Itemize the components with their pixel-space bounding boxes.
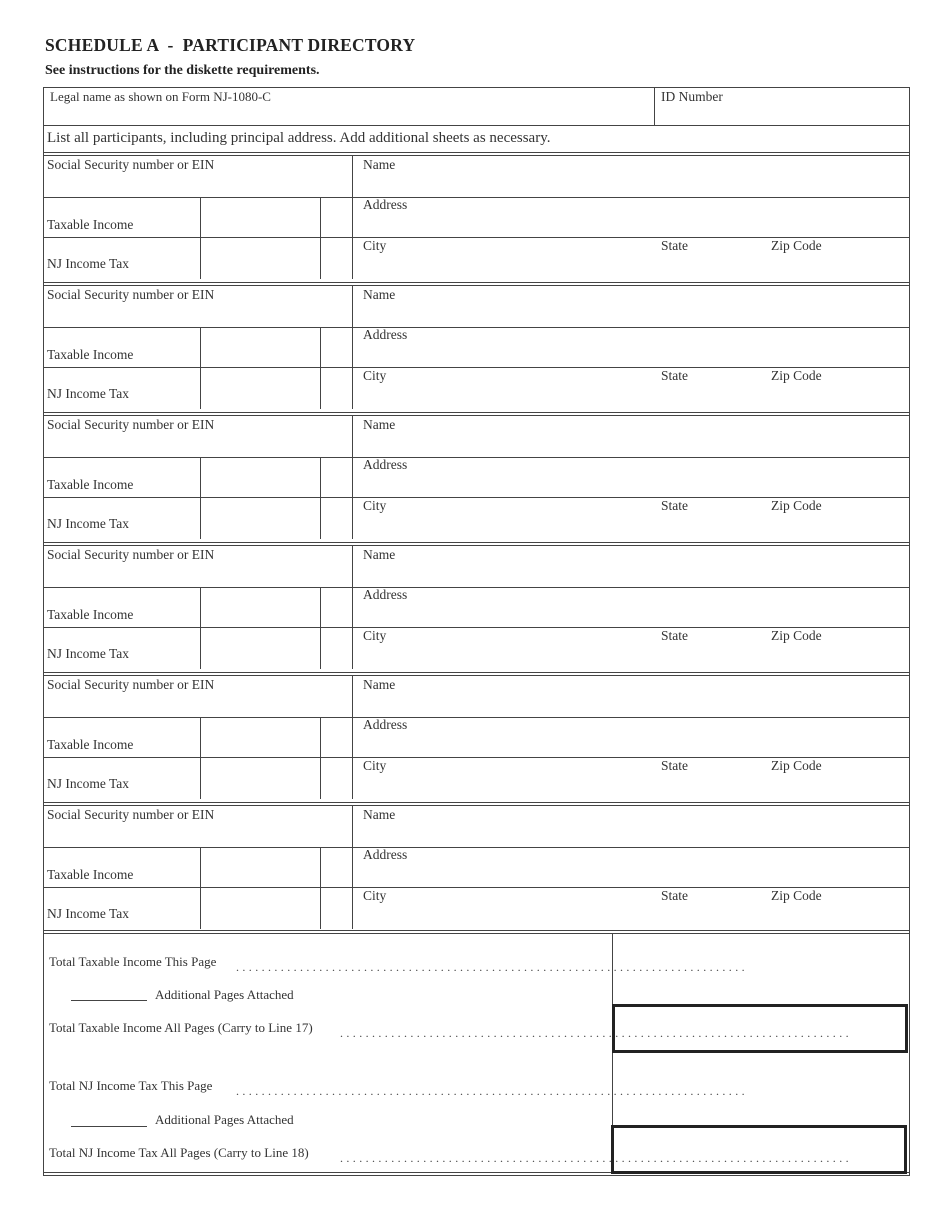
- rule-line: [43, 197, 352, 198]
- rule-line: [43, 847, 352, 848]
- zip-code-field[interactable]: [771, 257, 903, 275]
- address-field[interactable]: [363, 346, 903, 364]
- nj-income-tax-field[interactable]: [202, 500, 318, 536]
- address-label: Address: [363, 457, 408, 472]
- participant-column-divider: [352, 285, 353, 409]
- zip-code-label: Zip Code: [771, 628, 822, 643]
- participant-block-top: [43, 805, 909, 806]
- total-tax-this-page-label: Total NJ Income Tax This Page: [49, 1078, 213, 1093]
- participant-column-divider: [352, 805, 353, 929]
- income-cents-divider: [320, 197, 321, 279]
- city-field[interactable]: [363, 387, 653, 405]
- participant-block-top: [43, 545, 909, 546]
- taxable-income-label: Taxable Income: [47, 347, 134, 362]
- zip-code-field[interactable]: [771, 387, 903, 405]
- tax-additional-pages-label: Additional Pages Attached: [155, 1112, 294, 1127]
- name-label: Name: [363, 287, 396, 302]
- taxable-income-field[interactable]: [202, 720, 318, 754]
- address-field[interactable]: [363, 476, 903, 494]
- ssn-label: Social Security number or EIN: [47, 677, 215, 692]
- taxable-income-cents-field[interactable]: [322, 850, 350, 884]
- income-amount-divider: [200, 327, 201, 409]
- address-label: Address: [363, 717, 408, 732]
- participant-column-divider: [352, 545, 353, 669]
- income-amount-divider: [200, 457, 201, 539]
- taxable-income-cents-field[interactable]: [322, 200, 350, 234]
- state-label: State: [661, 368, 688, 383]
- city-label: City: [363, 758, 387, 773]
- totals-top-border: [43, 930, 909, 931]
- nj-income-tax-label: NJ Income Tax: [47, 386, 130, 401]
- participant-block-top: [43, 802, 909, 803]
- city-field[interactable]: [363, 777, 653, 795]
- nj-income-tax-label: NJ Income Tax: [47, 256, 130, 271]
- name-field[interactable]: [363, 176, 903, 194]
- rule-line: [43, 457, 352, 458]
- taxable-income-field[interactable]: [202, 590, 318, 624]
- ssn-field[interactable]: [47, 436, 347, 454]
- nj-income-tax-label: NJ Income Tax: [47, 776, 130, 791]
- participant-block-top: [43, 415, 909, 416]
- taxable-income-field[interactable]: [202, 460, 318, 494]
- name-field[interactable]: [363, 436, 903, 454]
- city-field[interactable]: [363, 907, 653, 925]
- name-label: Name: [363, 157, 396, 172]
- form-top-border: [43, 87, 909, 88]
- ssn-field[interactable]: [47, 696, 347, 714]
- income-amount-divider: [200, 587, 201, 669]
- income-amount-divider: [200, 717, 201, 799]
- state-field[interactable]: [661, 517, 761, 535]
- city-field[interactable]: [363, 517, 653, 535]
- rule-line: [43, 717, 352, 718]
- nj-income-tax-field[interactable]: [202, 240, 318, 276]
- city-label: City: [363, 888, 387, 903]
- income-cents-divider: [320, 587, 321, 669]
- state-field[interactable]: [661, 257, 761, 275]
- zip-code-label: Zip Code: [771, 498, 822, 513]
- tax-this-page-amount[interactable]: [615, 1056, 906, 1123]
- leader-dots: ................................................................................: [340, 1151, 852, 1165]
- taxable-income-cents-field[interactable]: [322, 720, 350, 754]
- city-label: City: [363, 238, 387, 253]
- income-cents-divider: [320, 327, 321, 409]
- nj-income-tax-field[interactable]: [202, 760, 318, 796]
- state-label: State: [661, 498, 688, 513]
- name-field[interactable]: [363, 306, 903, 324]
- total-taxable-all-pages-label: Total Taxable Income All Pages (Carry to Line 17): [49, 1020, 313, 1035]
- page-title: SCHEDULE A - PARTICIPANT DIRECTORY: [45, 35, 416, 55]
- state-label: State: [661, 888, 688, 903]
- address-label: Address: [363, 587, 408, 602]
- ssn-label: Social Security number or EIN: [47, 547, 215, 562]
- zip-code-field[interactable]: [771, 907, 903, 925]
- legal-name-label: Legal name as shown on Form NJ-1080-C: [50, 89, 271, 104]
- total-tax-all-pages-label: Total NJ Income Tax All Pages (Carry to Line 18): [49, 1145, 309, 1160]
- zip-code-field[interactable]: [771, 647, 903, 665]
- nj-income-tax-field[interactable]: [202, 630, 318, 666]
- total-taxable-this-page-label: Total Taxable Income This Page: [49, 954, 217, 969]
- taxable-income-label: Taxable Income: [47, 607, 134, 622]
- additional-pages-blank[interactable]: [71, 1000, 147, 1001]
- nj-income-tax-cents-field[interactable]: [322, 760, 350, 796]
- participant-block-top: [43, 152, 909, 153]
- id-number-field[interactable]: [656, 106, 906, 124]
- participant-block-top: [43, 542, 909, 543]
- address-field[interactable]: [363, 866, 903, 884]
- income-amount-divider: [200, 847, 201, 929]
- participant-block-top: [43, 285, 909, 286]
- zip-code-field[interactable]: [771, 777, 903, 795]
- name-field[interactable]: [363, 566, 903, 584]
- ssn-field[interactable]: [47, 826, 347, 844]
- taxable-income-field[interactable]: [202, 330, 318, 364]
- taxable-income-label: Taxable Income: [47, 737, 134, 752]
- participant-block-top: [43, 155, 909, 156]
- address-label: Address: [363, 197, 408, 212]
- page-subtitle: See instructions for the diskette requirements.: [45, 63, 320, 78]
- city-label: City: [363, 498, 387, 513]
- city-field[interactable]: [363, 647, 653, 665]
- nj-income-tax-cents-field[interactable]: [322, 890, 350, 926]
- income-cents-divider: [320, 717, 321, 799]
- name-label: Name: [363, 417, 396, 432]
- taxable-income-label: Taxable Income: [47, 217, 134, 232]
- nj-income-tax-field[interactable]: [202, 370, 318, 406]
- state-field[interactable]: [661, 387, 761, 405]
- form-bottom-border: [43, 1175, 909, 1176]
- address-label: Address: [363, 847, 408, 862]
- rule-line: [43, 587, 352, 588]
- taxable-income-cents-field[interactable]: [322, 590, 350, 624]
- taxable-income-field[interactable]: [202, 850, 318, 884]
- rule-line: [352, 847, 909, 848]
- nj-income-tax-label: NJ Income Tax: [47, 516, 130, 531]
- name-label: Name: [363, 547, 396, 562]
- form-right-border: [909, 87, 910, 1176]
- name-label: Name: [363, 677, 396, 692]
- tax-all-pages-amount[interactable]: [611, 1125, 907, 1174]
- rule-line: [352, 197, 909, 198]
- state-label: State: [661, 758, 688, 773]
- nj-income-tax-label: NJ Income Tax: [47, 646, 130, 661]
- state-field[interactable]: [661, 647, 761, 665]
- participant-block-top: [43, 675, 909, 676]
- nj-income-tax-cents-field[interactable]: [322, 630, 350, 666]
- participant-block-top: [43, 672, 909, 673]
- state-label: State: [661, 238, 688, 253]
- income-cents-divider: [320, 847, 321, 929]
- additional-pages-blank[interactable]: [71, 1126, 147, 1127]
- taxable-additional-pages-label: Additional Pages Attached: [155, 987, 294, 1002]
- nj-income-tax-cents-field[interactable]: [322, 240, 350, 276]
- participant-block-top: [43, 282, 909, 283]
- city-label: City: [363, 368, 387, 383]
- zip-code-label: Zip Code: [771, 758, 822, 773]
- rule-line: [43, 125, 909, 126]
- id-number-label: ID Number: [661, 89, 723, 104]
- ssn-field[interactable]: [47, 306, 347, 324]
- totals-top-border: [43, 933, 909, 934]
- ssn-label: Social Security number or EIN: [47, 417, 215, 432]
- zip-code-label: Zip Code: [771, 888, 822, 903]
- rule-line: [352, 587, 909, 588]
- participant-column-divider: [352, 155, 353, 279]
- state-label: State: [661, 628, 688, 643]
- zip-code-label: Zip Code: [771, 238, 822, 253]
- leader-dots: ................................................................................: [340, 1026, 852, 1040]
- participant-column-divider: [352, 415, 353, 539]
- ssn-label: Social Security number or EIN: [47, 287, 215, 302]
- zip-code-label: Zip Code: [771, 368, 822, 383]
- taxable-this-page-amount[interactable]: [615, 936, 906, 1002]
- taxable-income-field[interactable]: [202, 200, 318, 234]
- address-label: Address: [363, 327, 408, 342]
- nj-income-tax-label: NJ Income Tax: [47, 906, 130, 921]
- form-left-border: [43, 87, 44, 1176]
- address-field[interactable]: [363, 216, 903, 234]
- city-label: City: [363, 628, 387, 643]
- taxable-income-label: Taxable Income: [47, 477, 134, 492]
- rule-line: [352, 457, 909, 458]
- address-field[interactable]: [363, 736, 903, 754]
- name-label: Name: [363, 807, 396, 822]
- zip-code-field[interactable]: [771, 517, 903, 535]
- nj-income-tax-cents-field[interactable]: [322, 370, 350, 406]
- nj-income-tax-field[interactable]: [202, 890, 318, 926]
- income-amount-divider: [200, 197, 201, 279]
- name-field[interactable]: [363, 826, 903, 844]
- rule-line: [43, 327, 352, 328]
- ssn-field[interactable]: [47, 566, 347, 584]
- rule-line: [352, 717, 909, 718]
- state-field[interactable]: [661, 907, 761, 925]
- participant-block-top: [43, 412, 909, 413]
- ssn-field[interactable]: [47, 176, 347, 194]
- rule-line: [352, 327, 909, 328]
- id-number-divider: [654, 87, 655, 125]
- taxable-income-label: Taxable Income: [47, 867, 134, 882]
- state-field[interactable]: [661, 777, 761, 795]
- instructions-text: List all participants, including principal address. Add additional sheets as necessary.: [47, 130, 551, 146]
- taxable-income-cents-field[interactable]: [322, 460, 350, 494]
- leader-dots: ................................................................................: [236, 1084, 748, 1098]
- nj-income-tax-cents-field[interactable]: [322, 500, 350, 536]
- taxable-all-pages-amount[interactable]: [612, 1004, 908, 1053]
- income-cents-divider: [320, 457, 321, 539]
- taxable-income-cents-field[interactable]: [322, 330, 350, 364]
- leader-dots: ................................................................................: [236, 960, 748, 974]
- ssn-label: Social Security number or EIN: [47, 807, 215, 822]
- city-field[interactable]: [363, 257, 653, 275]
- legal-name-field[interactable]: [45, 106, 653, 124]
- participant-column-divider: [352, 675, 353, 799]
- name-field[interactable]: [363, 696, 903, 714]
- ssn-label: Social Security number or EIN: [47, 157, 215, 172]
- address-field[interactable]: [363, 606, 903, 624]
